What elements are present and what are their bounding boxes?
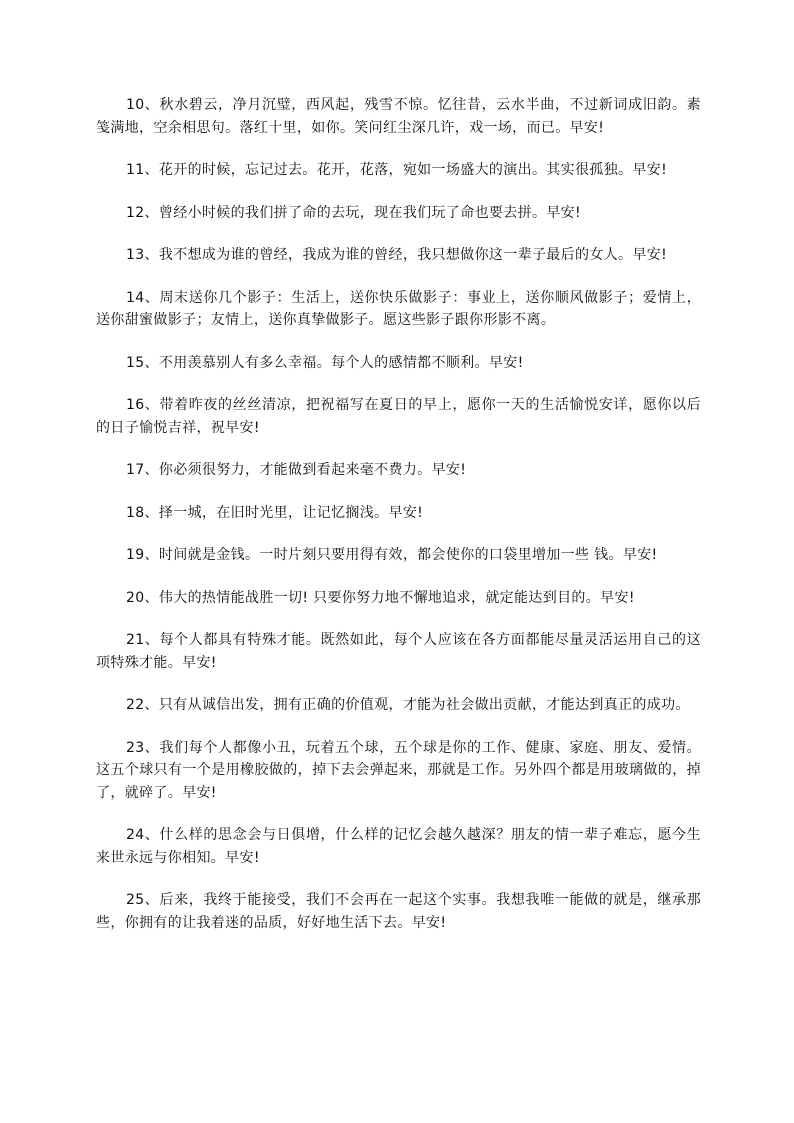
paragraph-20: 20、伟大的热情能战胜一切! 只要你努力地不懈地追求，就定能达到目的。早安! xyxy=(126,589,635,606)
paragraph-13: 13、我不想成为谁的曾经，我成为谁的曾经，我只想做你这一辈子最后的女人。早安! xyxy=(126,247,668,263)
paragraph-10: 10、秋水碧云，净月沉璧，西风起，残雪不惊。忆往昔，云水半曲，不过新词成旧韵。素笺满地，空余相思句。落红十里，如你。笑问红尘深几许，戏一场，而已。早安! xyxy=(96,97,701,136)
paragraph-16: 16、带着昨夜的丝丝清凉，把祝福写在夏日的早上，愿你一天的生活愉悦安详，愿你以后的日子愉悦吉祥，祝早安! xyxy=(96,397,701,436)
paragraph-23: 23、我们每个人都像小丑，玩着五个球，五个球是你的工作、健康、家庭、朋友、爱情。这五个球只有一个是用橡胶做的，掉下去会弹起来，那就是工作。另外四个都是用玻璃做的，掉了，就碎了。早安! xyxy=(96,739,701,801)
paragraph-15: 15、不用羡慕别人有多么幸福。每个人的感情都不顺利。早安! xyxy=(126,354,524,371)
paragraph-22: 22、只有从诚信出发，拥有正确的价值观，才能为社会做出贡献，才能达到真正的成功。 xyxy=(126,697,690,713)
paragraph-19: 19、时间就是金钱。一时片刻只要用得有效，都会使你的口袋里增加一些 钱。早安! xyxy=(126,547,658,563)
paragraph-18: 18、择一城，在旧时光里，让记忆搁浅。早安! xyxy=(126,504,424,521)
paragraph-12: 12、曾经小时候的我们拼了命的去玩，现在我们玩了命也要去拼。早安! xyxy=(126,204,581,221)
paragraph-11: 11、花开的时候，忘记过去。花开，花落，宛如一场盛大的演出。其实很孤独。早安! xyxy=(126,162,668,178)
paragraph-25: 25、后来，我终于能接受，我们不会再在一起这个实事。我想我唯一能做的就是，继承那些，你拥有的让我着迷的品质，好好地生活下去。早安! xyxy=(96,892,701,931)
paragraph-14: 14、周末送你几个影子：生活上，送你快乐做影子：事业上，送你顺风做影子；爱情上，送你甜蜜做影子；友情上，送你真挚做影子。愿这些影子跟你形影不离。 xyxy=(96,289,701,328)
paragraph-24: 24、什么样的思念会与日俱增，什么样的记忆会越久越深？朋友的情一辈子难忘，愿今生来世永远与你相知。早安! xyxy=(96,827,701,866)
document-body xyxy=(96,94,701,954)
paragraph-21: 21、每个人都具有特殊才能。既然如此，每个人应该在各方面都能尽量灵活运用自己的这项特殊才能。早安! xyxy=(96,632,701,671)
paragraph-17: 17、你必须很努力，才能做到看起来毫不费力。早安! xyxy=(126,462,467,478)
